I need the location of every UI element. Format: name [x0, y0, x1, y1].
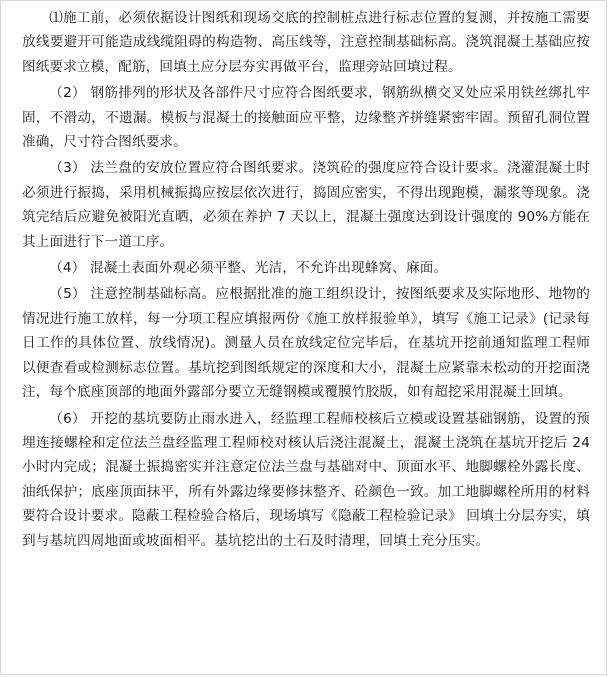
paragraph-4: （4） 混凝土表面外观必须平整、光洁，不允许出现蜂窝、麻面。 — [49, 260, 448, 277]
document-body — [22, 6, 590, 555]
paragraph-5: （5） 注意控制基础标高。应根据批准的施工组织设计，按图纸要求及实际地形、地物的情况进行施工放样，每一分项工程应填报两份《施工放样报验单》，填写《施工记录》(记录每日工作的具体位置、放线情况)。测量人员在放线定位完毕后，在基坑开挖前通知监理工程师以便查看或检测标志位置。基坑挖到图纸规定的深度和大小，混凝土应紧靠未松动的开挖面浇注，每个底座顶部的地面外露部分要立无缝钢模或覆膜竹胶版，如有超挖采用混凝土回填。 — [22, 286, 590, 401]
paragraph-3: （3） 法兰盘的安放位置应符合图纸要求。浇筑砼的强度应符合设计要求。浇灌混凝土时必须进行振捣，采用机械振捣应按层依次进行，捣固应密实，不得出现跑模，漏浆等现象。浇筑完结后应避免被阳光直晒，必须在养护 7 天以上，混凝土强度达到设计强度的 90%方能在其上面进行下一道工序。 — [22, 160, 590, 250]
paragraph-1: ⑴施工前，必须依据设计图纸和现场交底的控制桩点进行标志位置的复测，并按施工需要放线要避开可能造成线缆阻碍的构造物、高压线等，注意控制基础标高。浇筑混凝土基础应按图纸要求立模，配筋，回填土应分层夯实再做平台，监理旁站回填过程。 — [22, 10, 590, 75]
paragraph-6: （6） 开挖的基坑要防止雨水进入，经监理工程师校核后立模或设置基础钢筋，设置的预埋连接螺栓和定位法兰盘经监理工程师校对核认后浇注混凝土，混凝土浇筑在基坑开挖后 24 小时内完成；混凝土振捣密实并注意定位法兰盘与基础对中、顶面水平、地脚螺栓外露长度、油纸保护；底座顶面抹平，所有外露边缘要修抹整齐、砼颜色一致。加工地脚螺栓所用的材料要符合设计要求。隐蔽工程检验合格后，现场填写《隐蔽工程检验记录》 回填土分层夯实，填到与基坑四周地面或坡面相平。基坑挖出的土石及时清理，回填土充分压实。 — [22, 410, 590, 549]
paragraph-2: （2） 钢筋排列的形状及各部件尺寸应符合图纸要求，钢筋纵横交叉处应采用铁丝绑扎牢固，不滑动，不遗漏。模板与混凝土的接触面应平整，边缘整齐拼缝紧密牢固。预留孔洞位置准确，尺寸符合图纸要求。 — [22, 85, 590, 151]
